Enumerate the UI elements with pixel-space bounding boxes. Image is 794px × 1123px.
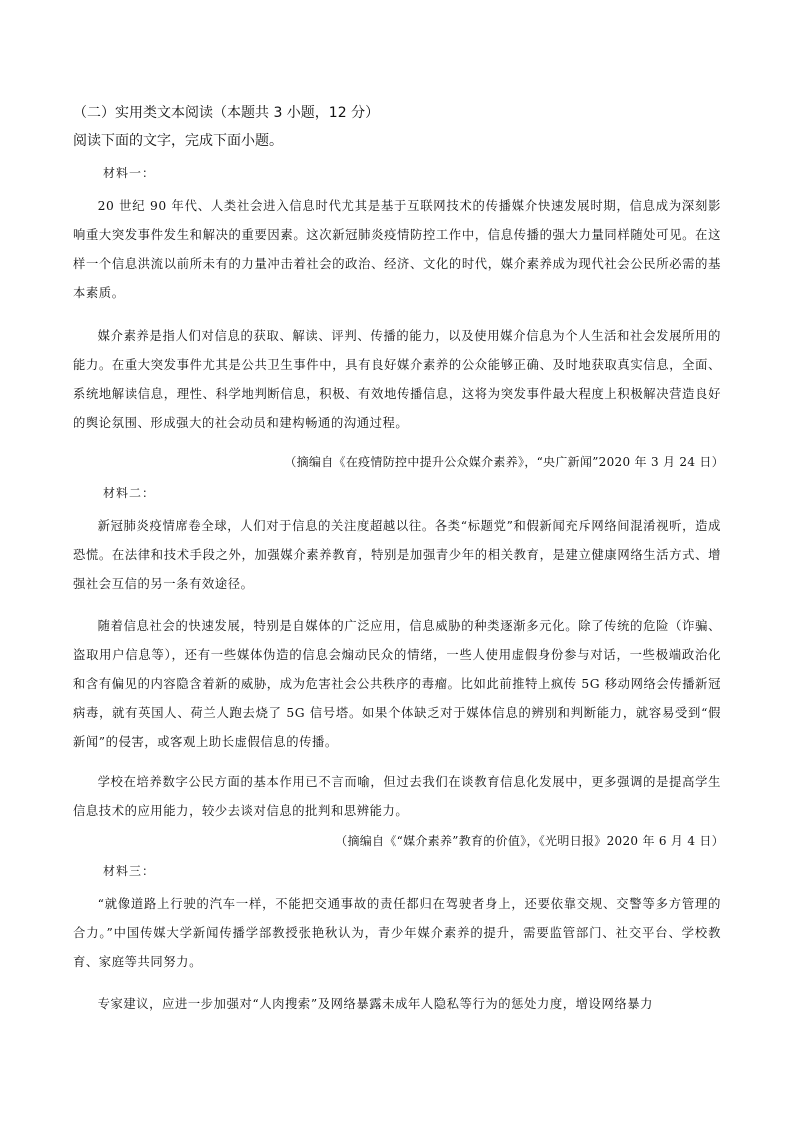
material-2-label: 材料二： <box>103 486 156 500</box>
material-3-paragraph-1: “就像道路上行驶的汽车一样，不能把交通事故的责任都归在驾驶者身上，还要依靠交规、交警等多方管理的合力。”中国传媒大学新闻传播学部教授张艳秋认为，青少年媒介素养的提升，需要监管部门、社交平台、学校教育、家庭等共同努力。 <box>73 897 721 969</box>
material-2-paragraph-1: 新冠肺炎疫情席卷全球，人们对于信息的关注度超越以往。各类“标题党”和假新闻充斥网络间混淆视听，造成恐慌。在法律和技术手段之外，加强媒介素养教育，特别是加强青少年的相关教育，是建立健康网络生活方式、增强社会互信的另一条有效途径。 <box>73 519 721 591</box>
material-2-source: （摘编自《“媒介素养”教育的价值》，《光明日报》2020 年 6 月 4 日） <box>335 834 724 848</box>
material-2-paragraph-3: 学校在培养数字公民方面的基本作用已不言而喻，但过去我们在谈教育信息化发展中，更多强调的是提高学生信息技术的应用能力，较少去谈对信息的批判和思辨能力。 <box>73 775 721 818</box>
material-1-label: 材料一： <box>103 166 156 180</box>
material-2-paragraph-2: 随着信息社会的快速发展，特别是自媒体的广泛应用，信息威胁的种类逐渐多元化。除了传统的危险（诈骗、盗取用户信息等），还有一些媒体伪造的信息会煽动民众的情绪，一些人使用虚假身份参与对话，一些极端政治化和含有偏见的内容隐含着新的威胁，成为危害社会公共秩序的毒瘤。比如此前推特上疯传 5G 移动网络会传播新冠病毒，就有英国人、荷兰人跑去烧了 5G 信号塔。如果个体缺乏对于媒体信息的辨别和判断能力，就容易受到“假新闻”的侵害，或客观上助长虚假信息的传播。 <box>73 619 721 749</box>
material-1-paragraph-1: 20 世纪 90 年代、人类社会进入信息时代尤其是基于互联网技术的传播媒介快速发展时期，信息成为深刻影响重大突发事件发生和解决的重要因素。这次新冠肺炎疫情防控工作中，信息传播的强大力量同样随处可见。在这样一个信息洪流以前所未有的力量冲击着社会的政治、经济、文化的时代，媒介素养成为现代社会公民所必需的基本素质。 <box>73 199 721 300</box>
material-1-source: （摘编自《在疫情防控中提升公众媒介素养》，“央广新闻”2020 年 3 月 24 日） <box>284 455 724 469</box>
reading-instruction: 阅读下面的文字，完成下面小题。 <box>73 133 283 149</box>
material-3-paragraph-2: 专家建议，应进一步加强对“人肉搜索”及网络暴露未成年人隐私等行为的惩处力度，增设网络暴力 <box>97 997 654 1011</box>
section-title: （二）实用类文本阅读（本题共 3 小题，12 分） <box>73 105 380 121</box>
material-3-label: 材料三： <box>103 864 156 878</box>
material-1-paragraph-2: 媒介素养是指人们对信息的获取、解读、评判、传播的能力，以及使用媒介信息为个人生活和社会发展所用的能力。在重大突发事件尤其是公共卫生事件中，具有良好媒介素养的公众能够正确、及时地获取真实信息，全面、系统地解读信息，理性、科学地判断信息，积极、有效地传播信息，这将为突发事件最大程度上积极解决营造良好的舆论氛围、形成强大的社会动员和建构畅通的沟通过程。 <box>73 329 721 430</box>
